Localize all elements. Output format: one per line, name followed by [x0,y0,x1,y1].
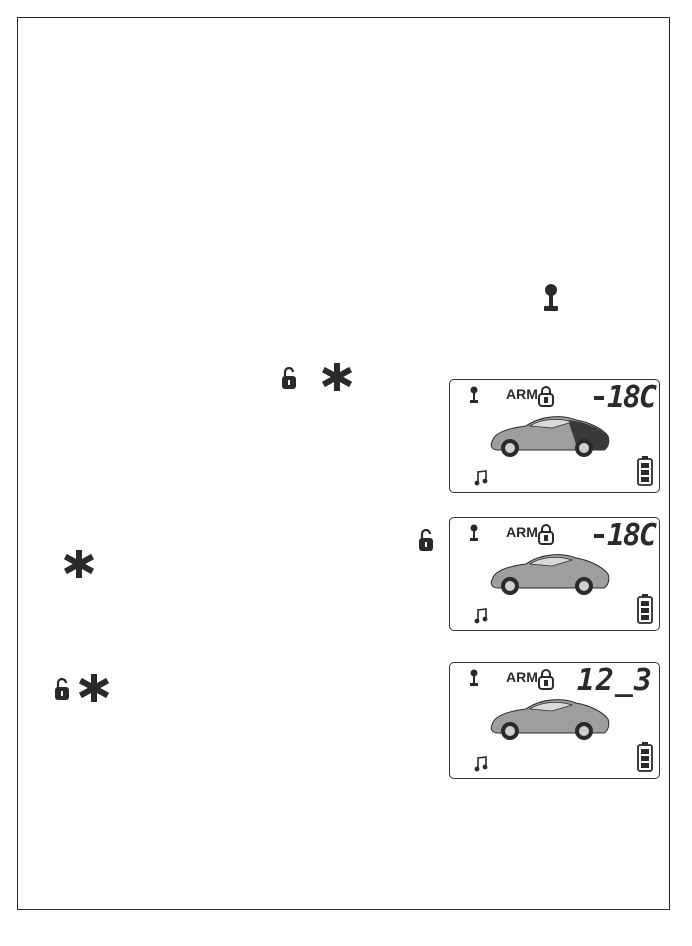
arm-label: ARM [506,524,538,540]
temperature-readout: 18C [606,380,655,415]
key-icon [542,283,560,313]
key-icon [469,669,479,687]
car-icon [488,693,612,743]
battery-icon [637,456,653,486]
asterisk-icon [79,674,109,702]
key-icon [469,386,479,404]
battery-icon [637,742,653,772]
temperature-readout: 18C [606,518,655,553]
battery-icon [637,594,653,624]
arm-label: ARM [506,386,538,402]
lcd-display-armed-temp [449,379,660,493]
key-icon [469,524,479,542]
music-note-icon [474,608,488,624]
asterisk-icon [322,363,352,391]
segment-dash [594,534,604,538]
lcd-display-armed-temp [449,517,660,631]
music-note-icon [474,470,488,486]
lock-icon [538,385,554,407]
unlock-icon [281,366,297,390]
car-icon [488,548,612,598]
car-icon [488,410,612,460]
asterisk-icon [64,550,94,578]
time-readout: 12_3 [576,663,653,698]
music-note-icon [474,756,488,772]
lock-icon [538,523,554,545]
unlock-icon [54,677,70,701]
unlock-icon [418,528,434,552]
arm-label: ARM [506,669,538,685]
lock-icon [538,668,554,690]
lcd-display-armed-time [449,662,660,779]
segment-dash [594,396,604,400]
